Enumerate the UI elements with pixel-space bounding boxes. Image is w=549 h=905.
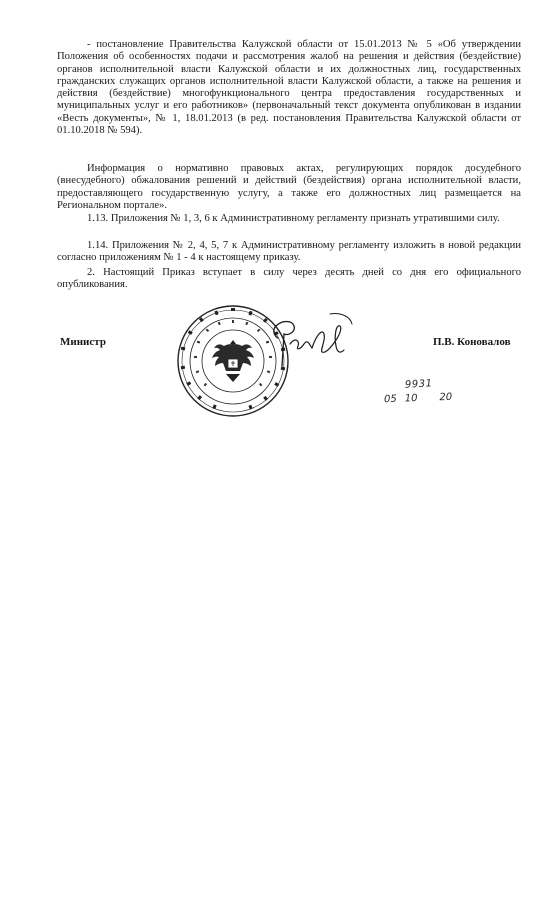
paragraph-item-1-14: 1.14. Приложения № 2, 4, 5, 7 к Административному регламенту изложить в новой редакции согласно приложениям № 1 - 4 к настоящему приказу.: [57, 240, 521, 264]
registration-date: [384, 392, 453, 405]
registration-date-year: 20: [439, 391, 453, 404]
paragraph-information: Информация о нормативно правовых актах, регулирующих порядок досудебного (внесудебного) обжалования решений и действий (бездействия) органа исполнительной власти, предоставляющего государственную услугу, а также его должностных лиц размещается на Региональном портале».: [57, 163, 521, 211]
handwritten-signature: [270, 306, 360, 376]
signer-position-title: Министр: [60, 336, 106, 348]
registration-number: 9931: [404, 378, 433, 391]
paragraph-item-2: 2. Настоящий Приказ вступает в силу через десять дней со дня его официального опубликования.: [57, 267, 521, 291]
paragraph-item-1-13: 1.13. Приложения № 1, 3, 6 к Административному регламенту признать утратившими силу.: [87, 213, 500, 224]
signer-name: П.В. Коновалов: [433, 336, 511, 348]
registration-date-month: 10: [404, 393, 418, 405]
paragraph-resolution: - постановление Правительства Калужской области от 15.01.2013 № 5 «Об утверждении Положения об особенностях подачи и рассмотрения жалоб на решения и действия (бездействие) органов исполнительной власти Калужской области и их должностных лиц, государственных гражданских служащих органов исполнительной власти Калужской области, а также на решения и действия (бездействие) многофункционального центра предоставления государственных и муниципальных услуг и его работников» (первоначальный текст документа опубликован в издании «Весть документы», № 1, 18.01.2013 (в ред. постановления Правительства Калужской области от 01.10.2018 № 594).: [57, 39, 521, 137]
registration-date-day: 05: [383, 393, 397, 406]
